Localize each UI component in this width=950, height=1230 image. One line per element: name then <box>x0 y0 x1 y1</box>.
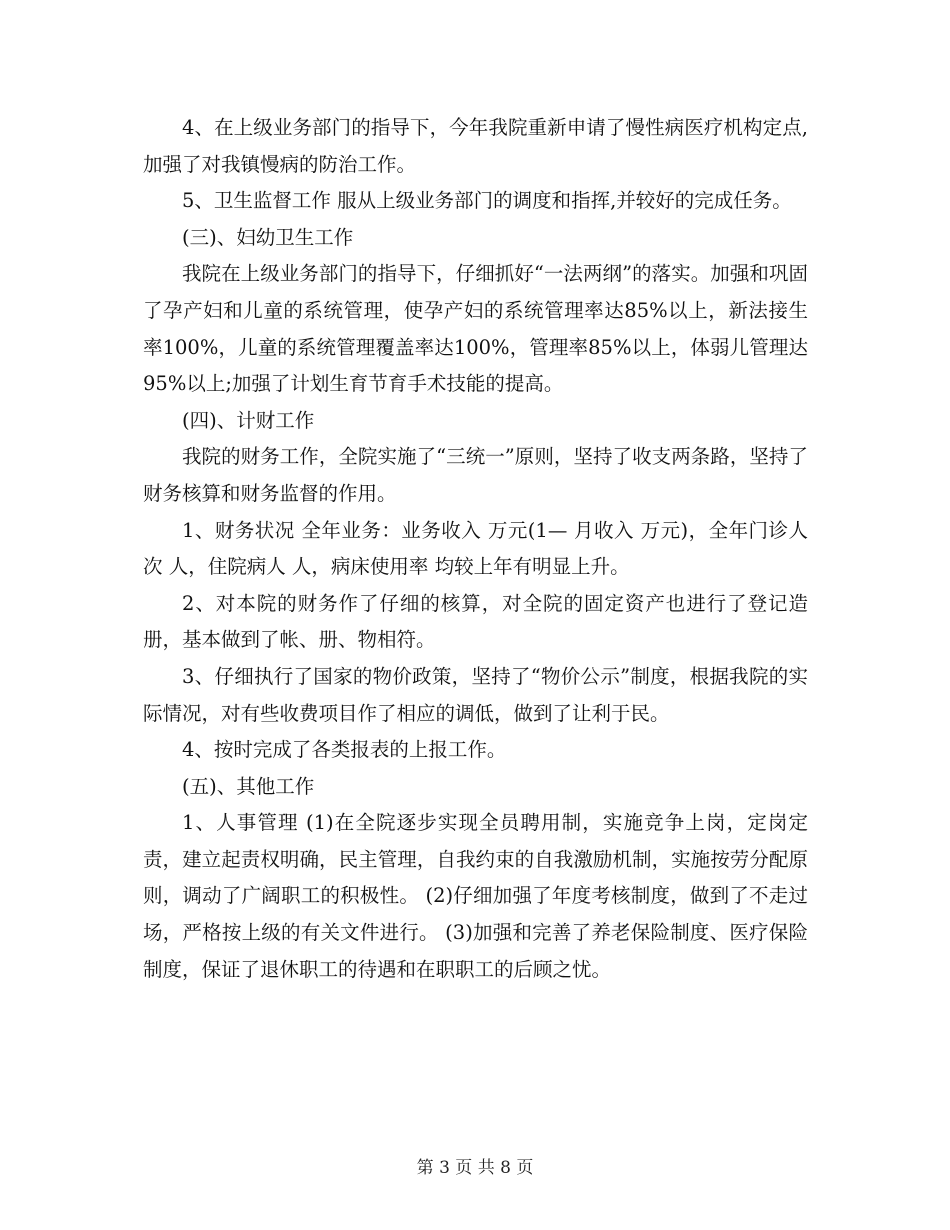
paragraph: 1、人事管理 (1)在全院逐步实现全员聘用制，实施竞争上岗，定岗定责，建立起责权明确，民主管理，自我约束的自我激励机制，实施按劳分配原则，调动了广阔职工的积极性。 (2)仔细加强了年度考核制度，做到了不走过场，严格按上级的有关文件进行。 (3)加强和完善了养老保险制度、医疗保险制度，保证了退休职工的待遇和在职职工的后顾之忧。 <box>143 811 808 981</box>
paragraph: 1、财务状况 全年业务：业务收入 万元(1— 月收入 万元)，全年门诊人次 人，住院病人 人，病床使用率 均较上年有明显上升。 <box>143 518 808 579</box>
section-heading: (四)、计财工作 <box>182 408 315 432</box>
paragraph: 我院在上级业务部门的指导下，仔细抓好“一法两纲”的落实。加强和巩固了孕产妇和儿童的系统管理，使孕产妇的系统管理率达85%以上，新法接生率100%，儿童的系统管理覆盖率达100%，管理率85%以上，体弱儿管理达95%以上;加强了计划生育节育手术技能的提高。 <box>143 262 808 396</box>
paragraph: 4、按时完成了各类报表的上报工作。 <box>182 738 507 762</box>
paragraph: 5、卫生监督工作 服从上级业务部门的调度和指挥,并较好的完成任务。 <box>182 189 792 213</box>
paragraph: 3、仔细执行了国家的物价政策，坚持了“物价公示”制度，根据我院的实际情况，对有些收费项目作了相应的调低，做到了让利于民。 <box>143 664 808 725</box>
paragraph: 4、在上级业务部门的指导下，今年我院重新申请了慢性病医疗机构定点,加强了对我镇慢病的防治工作。 <box>143 116 808 176</box>
paragraph: 2、对本院的财务作了仔细的核算，对全院的固定资产也进行了登记造册，基本做到了帐、册、物相符。 <box>143 591 808 652</box>
section-heading: (五)、其他工作 <box>182 774 315 798</box>
paragraph: 我院的财务工作，全院实施了“三统一”原则，坚持了收支两条路，坚持了财务核算和财务监督的作用。 <box>143 445 808 505</box>
page-number-footer: 第 3 页 共 8 页 <box>416 1158 534 1178</box>
section-heading: (三)、妇幼卫生工作 <box>182 225 354 249</box>
body-text <box>143 110 808 988</box>
